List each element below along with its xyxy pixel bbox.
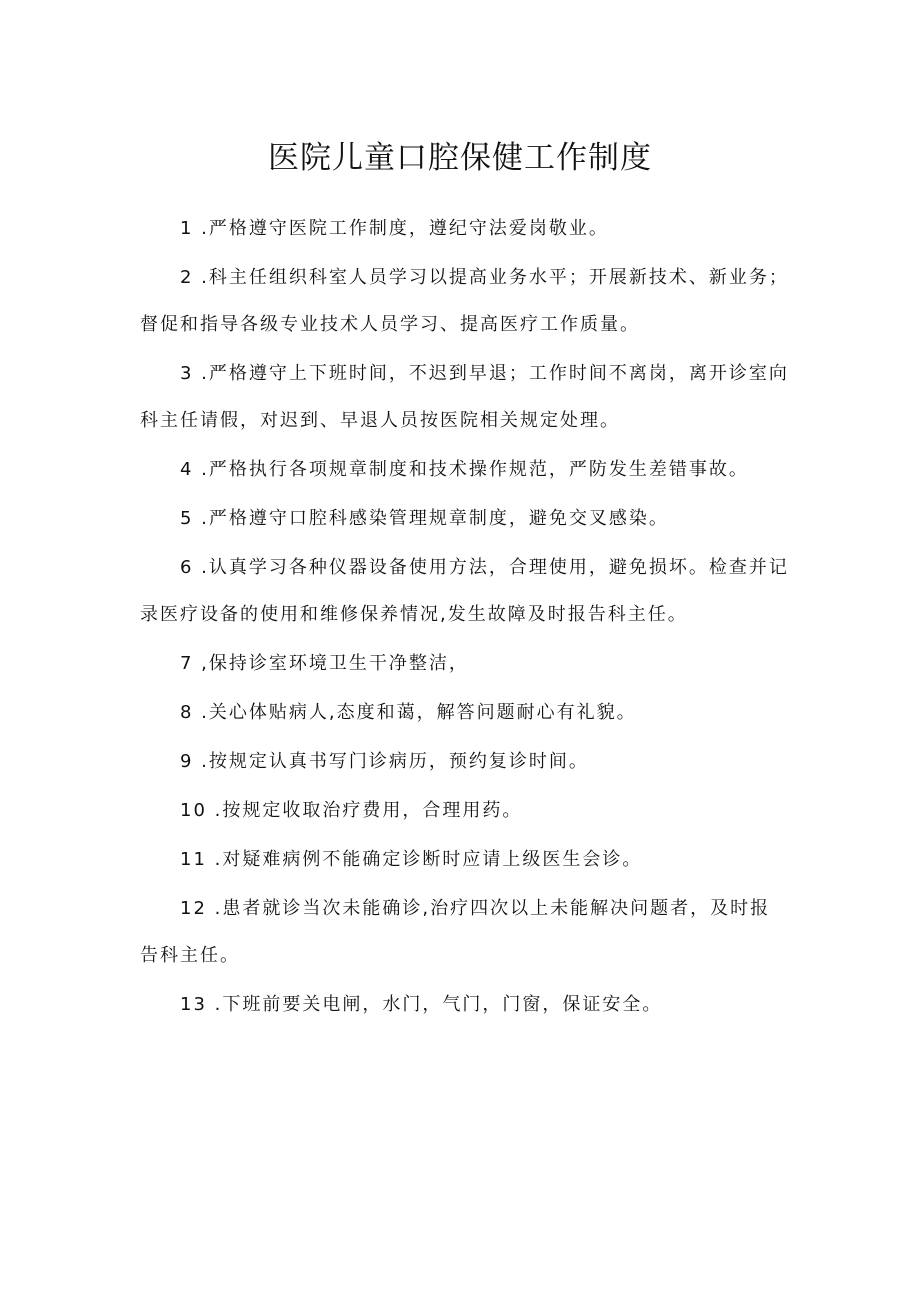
rule-number: 11 (180, 849, 207, 870)
rule-number: 4 (180, 459, 194, 480)
rule-item (140, 205, 790, 252)
rule-item (140, 254, 790, 348)
rule-separator: . (193, 459, 209, 480)
rule-number: 6 (180, 557, 194, 578)
rule-text: 严格执行各项规章制度和技术操作规范，严防发生差错事故。 (208, 459, 749, 480)
rule-item (140, 689, 790, 736)
rule-number: 12 (180, 898, 207, 919)
rule-text: 下班前要关电闸，水门，气门，门窗，保证安全。 (222, 994, 663, 1015)
rule-text: 严格遵守上下班时间，不迟到早退；工作时间不离岗，离开诊室向科主任请假，对迟到、早退人员按医院相关规定处理。 (140, 363, 789, 431)
rule-separator: . (206, 994, 223, 1015)
rule-item (140, 640, 790, 687)
rule-item (140, 981, 790, 1028)
rule-separator: . (193, 702, 209, 723)
rule-text: 按规定认真书写门诊病历，预约复诊时间。 (208, 751, 589, 772)
rule-number: 10 (180, 800, 207, 821)
rule-separator: . (193, 267, 209, 288)
rule-text: 患者就诊当次未能确诊,治疗四次以上未能解决问题者，及时报告科主任。 (140, 898, 771, 966)
rule-separator: . (193, 557, 209, 578)
rule-number: 7 (180, 653, 194, 674)
rule-item (140, 446, 790, 493)
rule-number: 8 (180, 702, 194, 723)
rule-number: 1 (180, 218, 194, 239)
rule-text: 严格遵守口腔科感染管理规章制度，避免交叉感染。 (208, 508, 669, 529)
rule-text: 保持诊室环境卫生干净整洁， (208, 653, 469, 674)
rule-item (140, 544, 790, 638)
rule-text: 关心体贴病人,态度和蔼，解答问题耐心有礼貌。 (208, 702, 637, 723)
rule-number: 5 (180, 508, 194, 529)
rule-separator: . (193, 508, 209, 529)
rule-number: 9 (180, 751, 194, 772)
rule-separator: . (193, 751, 209, 772)
rule-item (140, 738, 790, 785)
rule-item (140, 787, 790, 834)
rule-number: 13 (180, 994, 207, 1015)
rule-text: 科主任组织科室人员学习以提高业务水平；开展新技术、新业务；督促和指导各级专业技术人员学习、提高医疗工作质量。 (140, 267, 789, 335)
rules-list (140, 205, 790, 1028)
rule-separator: . (193, 218, 209, 239)
rule-separator: . (193, 363, 209, 384)
rule-item (140, 350, 790, 444)
rule-text: 按规定收取治疗费用，合理用药。 (222, 800, 523, 821)
rule-item (140, 836, 790, 883)
rule-text: 对疑难病例不能确定诊断时应请上级医生会诊。 (222, 849, 643, 870)
rule-item (140, 495, 790, 542)
page-title: 医院儿童口腔保健工作制度 (268, 140, 652, 176)
rule-item (140, 885, 790, 979)
rule-separator: , (193, 653, 209, 674)
rule-text: 认真学习各种仪器设备使用方法，合理使用，避免损坏。检查并记录医疗设备的使用和维修保养情况,发生故障及时报告科主任。 (140, 557, 789, 625)
rule-text: 严格遵守医院工作制度，遵纪守法爱岗敬业。 (208, 218, 609, 239)
rule-number: 2 (180, 267, 194, 288)
rule-separator: . (206, 898, 223, 919)
rule-separator: . (206, 849, 223, 870)
rule-number: 3 (180, 363, 194, 384)
rule-separator: . (206, 800, 223, 821)
